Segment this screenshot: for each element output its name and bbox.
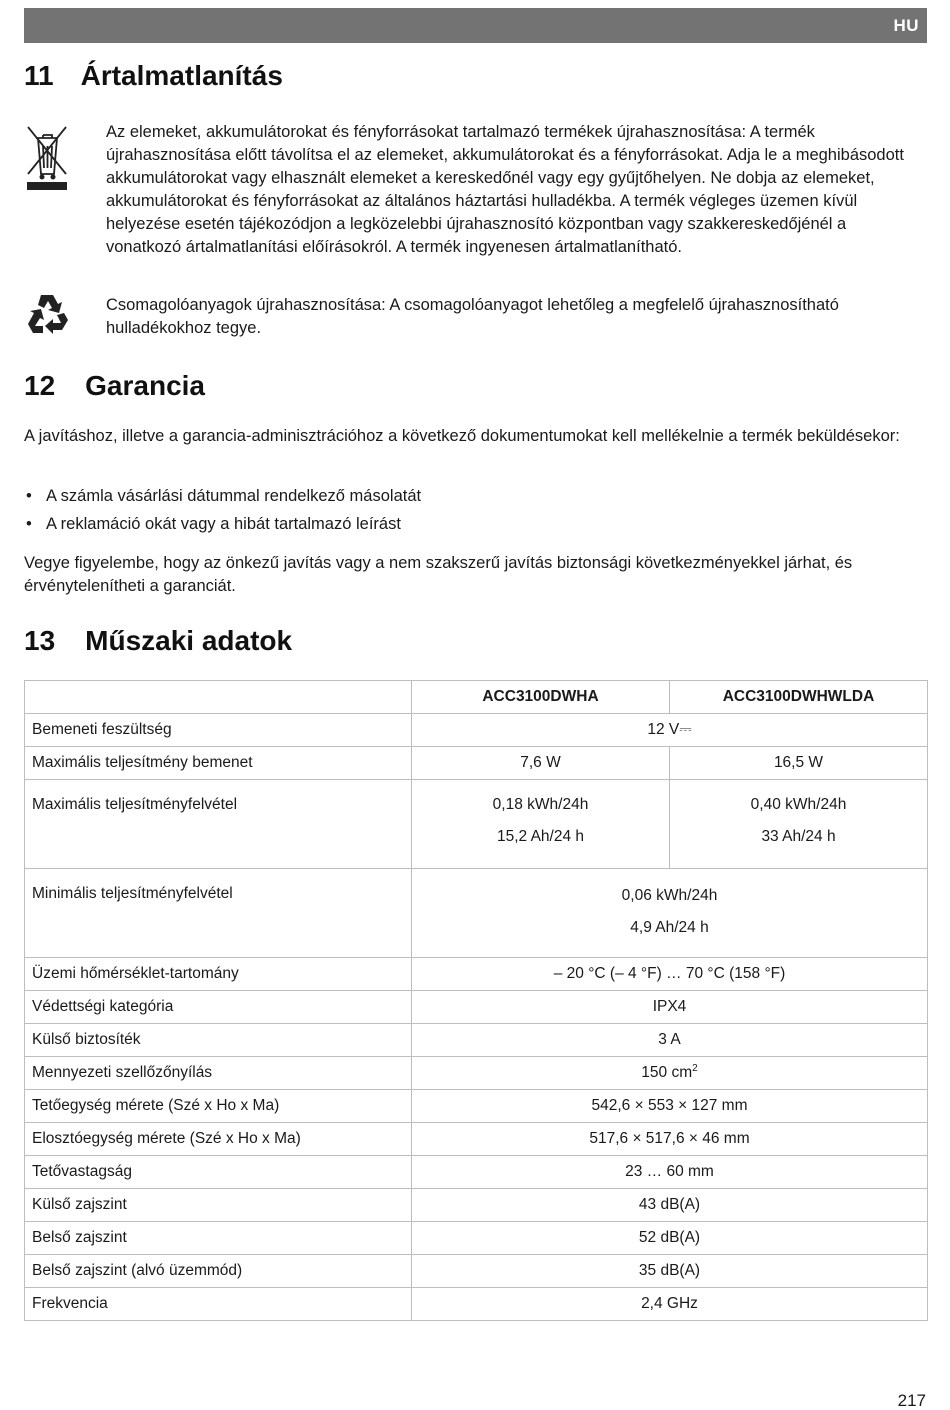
list-item: • A reklamáció okát vagy a hibát tartalmazó leírást — [24, 513, 421, 541]
table-row — [25, 1255, 928, 1288]
page-number: 217 — [897, 1391, 926, 1410]
table-row — [25, 747, 928, 780]
row-label: Külső zajszint — [25, 1189, 412, 1222]
table-row — [25, 1057, 928, 1090]
row-value: 2,4 GHz — [412, 1288, 928, 1321]
recycle-icon — [24, 291, 70, 337]
dc-symbol-icon: ⎓ — [679, 721, 692, 738]
row-label: Mennyezeti szellőzőnyílás — [25, 1057, 412, 1090]
row-label: Elosztóegység mérete (Szé x Ho x Ma) — [25, 1123, 412, 1156]
row-value: IPX4 — [412, 991, 928, 1024]
row-label: Tetőegység mérete (Szé x Ho x Ma) — [25, 1090, 412, 1123]
row-value: – 20 °C (– 4 °F) … 70 °C (158 °F) — [412, 958, 928, 991]
table-header-row — [25, 681, 928, 714]
table-row — [25, 1123, 928, 1156]
row-value: 52 dB(A) — [412, 1222, 928, 1255]
row-value: 0,18 kWh/24h 15,2 Ah/24 h — [412, 780, 670, 869]
section-11-title: 11 Ártalmatlanítás — [24, 60, 283, 91]
column-header-model-2: ACC3100DWHWLDA — [670, 681, 928, 714]
row-value: 43 dB(A) — [412, 1189, 928, 1222]
table-row — [25, 1189, 928, 1222]
row-value: 23 … 60 mm — [412, 1156, 928, 1189]
table-row — [25, 991, 928, 1024]
row-label: Tetővastagság — [25, 1156, 412, 1189]
table-row — [25, 1222, 928, 1255]
row-label: Védettségi kategória — [25, 991, 412, 1024]
row-value: 35 dB(A) — [412, 1255, 928, 1288]
row-value: 3 A — [412, 1024, 928, 1057]
table-row — [25, 780, 928, 869]
row-label: Üzemi hőmérséklet-tartomány — [25, 958, 412, 991]
row-label: Maximális teljesítményfelvétel — [25, 780, 412, 869]
header-bar — [24, 8, 927, 43]
table-row — [25, 714, 928, 747]
column-header-model-1: ACC3100DWHA — [412, 681, 670, 714]
warranty-intro: A javításhoz, illetve a garancia-adminisztrációhoz a következő dokumentumokat kell mellékelnie a termék beküldésekor: — [24, 427, 900, 445]
row-label: Frekvencia — [25, 1288, 412, 1321]
row-value: 0,40 kWh/24h 33 Ah/24 h — [670, 780, 928, 869]
warranty-note: Vegye figyelembe, hogy az önkezű javítás vagy a nem szakszerű javítás biztonsági következményekkel járhat, és érvénytelenítheti a garanciát. — [24, 554, 853, 595]
row-value: 542,6 × 553 × 127 mm — [412, 1090, 928, 1123]
row-value: 0,06 kWh/24h 4,9 Ah/24 h — [412, 869, 928, 958]
language-tag: HU — [893, 16, 919, 35]
row-value: 7,6 W — [412, 747, 670, 780]
row-label: Külső biztosíték — [25, 1024, 412, 1057]
table-row — [25, 1288, 928, 1321]
row-label: Belső zajszint (alvó üzemmód) — [25, 1255, 412, 1288]
row-label: Minimális teljesítményfelvétel — [25, 869, 412, 958]
row-label: Belső zajszint — [25, 1222, 412, 1255]
technical-data-table — [24, 680, 928, 1321]
crossed-bin-icon — [24, 124, 70, 192]
list-item: • A számla vásárlási dátummal rendelkező másolatát — [24, 485, 421, 513]
table-row — [25, 869, 928, 958]
row-value: 150 $cm^2$ — [412, 1057, 928, 1090]
row-value: 16,5 W — [670, 747, 928, 780]
packaging-recycling-text: Csomagolóanyagok újrahasznosítása: A csomagolóanyagot lehetőleg a megfelelő újrahasznosítható hulladékokhoz tegye. — [106, 296, 839, 337]
table-header-empty — [25, 681, 412, 714]
row-label: Bemeneti feszültség — [25, 714, 412, 747]
warranty-documents-list — [24, 485, 421, 541]
row-value: 517,6 × 517,6 × 46 mm — [412, 1123, 928, 1156]
table-row — [25, 958, 928, 991]
section-12-title: 12 Garancia — [24, 370, 206, 401]
table-row — [25, 1024, 928, 1057]
row-label: Maximális teljesítmény bemenet — [25, 747, 412, 780]
weee-disposal-text: Az elemeket, akkumulátorokat és fényforrásokat tartalmazó termékek újrahasznosítása: A termék újrahasznosítása előtt távolítsa el az elemeket, akkumulátorokat és a fényforrásokat. Adja le a meghibásodott akkumulátorokat vagy elhasznált elemeket a kereskedőnél vagy egy gyűjtőhelyen. Ne dobja az elemeket, akkumulátorokat és fényforrásokat az általános háztartási hulladékba. A termék végleges üzemen kívül helyezése esetén tájékozódjon a legközelebbi újrahasznosító központban vagy szakkereskedőjénél a vonatkozó ártalmatlanítási előírásokról. A termék ingyenesen ártalmatlanítható. — [106, 123, 904, 256]
section-13-title: 13 Műszaki adatok — [24, 625, 293, 656]
table-row — [25, 1156, 928, 1189]
table-row — [25, 1090, 928, 1123]
row-value: 12 V⎓ — [412, 714, 928, 747]
